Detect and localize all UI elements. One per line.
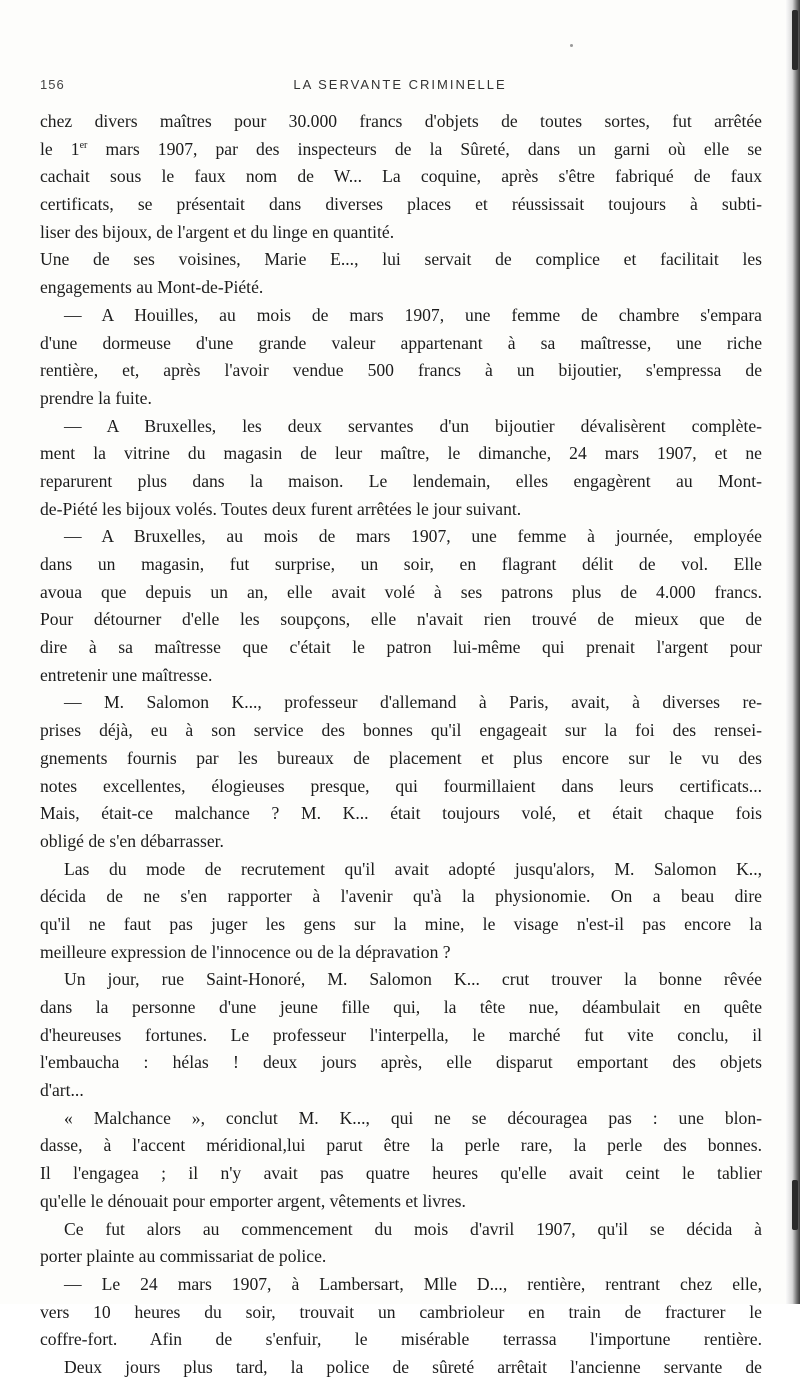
text-line: Un jour, rue Saint-Honoré, M. Salomon K... crut trouver la bonne rêvée bbox=[64, 969, 762, 990]
body-text bbox=[40, 108, 762, 1382]
text-line: certificats, se présentait dans diverses places et réussissait toujours à subti- bbox=[40, 194, 762, 215]
text-line: dans la personne d'une jeune fille qui, la tête nue, déambulait en quête bbox=[40, 997, 762, 1017]
text-line: cachait sous le faux nom de W... La coquine, après s'être fabriqué de faux bbox=[40, 166, 762, 187]
page-number: 156 bbox=[40, 77, 65, 92]
text-line: porter plainte au commissariat de police. bbox=[40, 1246, 327, 1267]
text-line: obligé de s'en débarrasser. bbox=[40, 830, 224, 851]
text-line: liser des bijoux, de l'argent et du linge en quantité. bbox=[40, 221, 395, 242]
text-line: coffre-fort. Afin de s'enfuir, le misérable terrassa l'importune rentière. bbox=[40, 1329, 762, 1350]
text-line: prendre la fuite. bbox=[40, 387, 152, 408]
text-line: — A Bruxelles, les deux servantes d'un bijoutier dévalisèrent complète- bbox=[64, 415, 762, 436]
text-line: Une de ses voisines, Marie E..., lui servait de complice et facilitait les bbox=[40, 249, 762, 270]
text-line: — A Houilles, au mois de mars 1907, une femme de chambre s'empara bbox=[64, 304, 762, 325]
text-line: avoua que depuis un an, elle avait volé à ses patrons plus de 4.000 francs. bbox=[40, 581, 762, 602]
text-line: décida de ne s'en rapporter à l'avenir qu'à la physionomie. On a beau dire bbox=[40, 886, 762, 907]
text-line: « Malchance », conclut M. K..., qui ne se découragea pas : une blon- bbox=[64, 1107, 762, 1128]
text-line: dasse, à l'accent méridional,lui parut être la perle rare, la perle des bonnes. bbox=[40, 1135, 762, 1156]
text-line: dans un magasin, fut surprise, un soir, en flagrant délit de vol. Elle bbox=[40, 554, 762, 574]
text-line: le 1er mars 1907, par des inspecteurs de la Sûreté, dans un garni où elle se bbox=[40, 138, 762, 159]
text-line: gnements fournis par les bureaux de placement et plus encore sur le vu des bbox=[40, 747, 762, 768]
text-line: Ce fut alors au commencement du mois d'avril 1907, qu'il se décida à bbox=[64, 1218, 762, 1239]
text-line: engagements au Mont-de-Piété. bbox=[40, 277, 264, 298]
text-line: Il l'engagea ; il n'y avait pas quatre heures qu'elle avait ceint le tablier bbox=[40, 1163, 762, 1184]
page-edge-mark bbox=[792, 1180, 798, 1230]
text-line: l'embaucha : hélas ! deux jours après, elle disparut emportant des objets bbox=[40, 1052, 762, 1073]
text-line: qu'il ne faut pas juger les gens sur la mine, le visage n'est-il pas encore la bbox=[40, 913, 762, 934]
text-line: de-Piété les bijoux volés. Toutes deux furent arrêtées le jour suivant. bbox=[40, 498, 522, 519]
text-line: vers 10 heures du soir, trouvait un cambrioleur en train de fracturer le bbox=[40, 1301, 762, 1322]
text-line: Pour détourner d'elle les soupçons, elle n'avait rien trouvé de mieux que de bbox=[40, 609, 762, 630]
text-line: ment la vitrine du magasin de leur maître, le dimanche, 24 mars 1907, et ne bbox=[40, 443, 762, 464]
page-header bbox=[40, 77, 760, 99]
text-line: — A Bruxelles, au mois de mars 1907, une femme à journée, employée bbox=[64, 526, 762, 547]
text-line: — M. Salomon K..., professeur d'allemand à Paris, avait, à diverses re- bbox=[64, 692, 762, 713]
paper-speck bbox=[570, 44, 573, 47]
text-line: prises déjà, eu à son service des bonnes qu'il engageait sur la foi des rensei- bbox=[40, 720, 762, 741]
text-line: — Le 24 mars 1907, à Lambersart, Mlle D..., rentière, rentrant chez elle, bbox=[64, 1273, 762, 1294]
text-line: chez divers maîtres pour 30.000 francs d'objets de toutes sortes, fut arrêtée bbox=[40, 111, 762, 131]
text-line: Las du mode de recrutement qu'il avait adopté jusqu'alors, M. Salomon K.., bbox=[64, 858, 762, 879]
text-line: Mais, était-ce malchance ? M. K... était toujours volé, et était chaque fois bbox=[40, 803, 762, 824]
text-line: dire à sa maîtresse que c'était le patron lui-même qui prenait l'argent pour bbox=[40, 637, 762, 658]
page-edge-mark bbox=[792, 10, 798, 70]
page-edge-shadow bbox=[786, 0, 800, 1304]
running-title: LA SERVANTE CRIMINELLE bbox=[293, 77, 507, 92]
text-line: rentière, et, après l'avoir vendue 500 francs à un bijoutier, s'empressa de bbox=[40, 360, 762, 381]
text-line: notes excellentes, élogieuses presque, qui fourmillaient dans leurs certificats... bbox=[40, 775, 762, 796]
text-line: reparurent plus dans la maison. Le lendemain, elles engagèrent au Mont- bbox=[40, 470, 762, 491]
text-line: Deux jours plus tard, la police de sûreté arrêtait l'ancienne servante de bbox=[64, 1356, 762, 1377]
text-line: d'une dormeuse d'une grande valeur appartenant à sa maîtresse, une riche bbox=[40, 332, 762, 353]
text-line: d'heureuses fortunes. Le professeur l'interpella, le marché fut vite conclu, il bbox=[40, 1024, 762, 1045]
text-line: qu'elle le dénouait pour emporter argent, vêtements et livres. bbox=[40, 1190, 466, 1211]
text-line: meilleure expression de l'innocence ou de la dépravation ? bbox=[40, 941, 451, 962]
text-line: entretenir une maîtresse. bbox=[40, 664, 213, 685]
text-line: d'art... bbox=[40, 1080, 84, 1101]
